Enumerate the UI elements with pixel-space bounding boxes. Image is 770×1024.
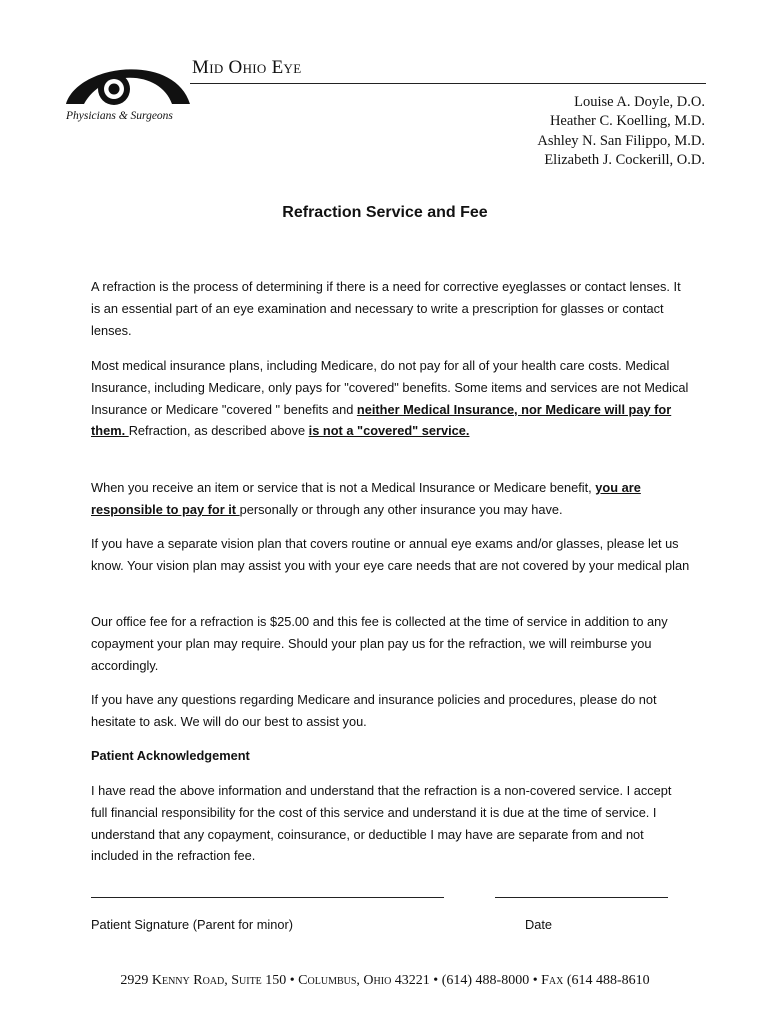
paragraph-questions: [91, 689, 691, 733]
paragraph-refraction-definition: [91, 276, 691, 341]
doctor-list: [537, 93, 705, 170]
doctor-name: Ashley N. San Filippo, M.D.: [537, 132, 705, 149]
paragraph-text: Refraction, as described above: [128, 423, 309, 439]
patient-signature-label: Patient Signature (Parent for minor): [91, 917, 294, 932]
emphasis-text: is not a "covered" service.: [308, 423, 470, 439]
paragraph-text: If you have a separate vision plan that covers routine or annual eye exams and/or glasses, please let us know. Your vision plan may assist you with your eye care needs that are not covered by your medical plan: [91, 536, 690, 573]
footer-address: 2929 Kenny Road, Suite 150 • Columbus, Ohio 43221 • (614) 488-8000 • Fax (614 488-8610: [120, 973, 650, 988]
doctor-name: Elizabeth J. Cockerill, O.D.: [544, 151, 705, 168]
paragraph-text: Most medical insurance plans, including Medicare, do not pay for all of your health care costs. Medical Insurance, including Medicare, only pays for "covered" benefits. Some items and services are not Medical Insurance or Medicare "covered " benefits and: [91, 358, 689, 417]
acknowledgement-heading-block: [91, 745, 691, 767]
practice-name: Mid Ohio Eye: [192, 57, 302, 78]
paragraph-acknowledgement: [91, 780, 691, 867]
paragraph-text: When you receive an item or service that is not a Medical Insurance or Medicare benefit,: [91, 480, 596, 495]
date-signature-line[interactable]: [495, 897, 668, 898]
paragraph-text: personally or through any other insurance you may have.: [239, 501, 563, 517]
acknowledgement-heading: Patient Acknowledgement: [91, 748, 250, 763]
paragraph-text: If you have any questions regarding Medicare and insurance policies and procedures, please do not hesitate to ask. We will do our best to assist you.: [91, 692, 657, 729]
paragraph-text: I have read the above information and understand that the refraction is a non-covered service. I accept full financial responsibility for the cost of this service and understand it is due at the time of service. I understand that any copayment, coinsurance, or deductible I may have are separate from and not included in the refraction fee.: [91, 783, 672, 864]
patient-signature-line[interactable]: [91, 897, 444, 898]
doctor-name: Louise A. Doyle, D.O.: [574, 94, 705, 110]
date-label: Date: [525, 917, 553, 932]
paragraph-insurance-coverage: [91, 355, 691, 442]
emphasis-text: you are responsible to pay for it: [91, 480, 641, 517]
doctor-name: Heather C. Koelling, M.D.: [549, 113, 705, 130]
paragraph-patient-responsibility: [91, 477, 691, 521]
letterhead-divider: [190, 83, 706, 84]
document-title: Refraction Service and Fee: [282, 204, 488, 221]
paragraph-text: Our office fee for a refraction is $25.00 and this fee is collected at the time of service in addition to any copayment your plan may require. Should your plan pay us for the refraction, we will reimburse you accordingly.: [91, 614, 668, 673]
eye-logo-icon: [64, 56, 194, 112]
paragraph-office-fee: [91, 611, 691, 676]
practice-tagline: Physicians & Surgeons: [66, 110, 173, 122]
paragraph-text: A refraction is the process of determining if there is a need for corrective eyeglasses or contact lenses. It is an essential part of an eye examination and necessary to write a prescription for glasses or contact lenses.: [91, 279, 681, 338]
paragraph-vision-plan: [91, 533, 691, 577]
emphasis-text: neither Medical Insurance, nor Medicare will pay for them.: [91, 401, 672, 439]
